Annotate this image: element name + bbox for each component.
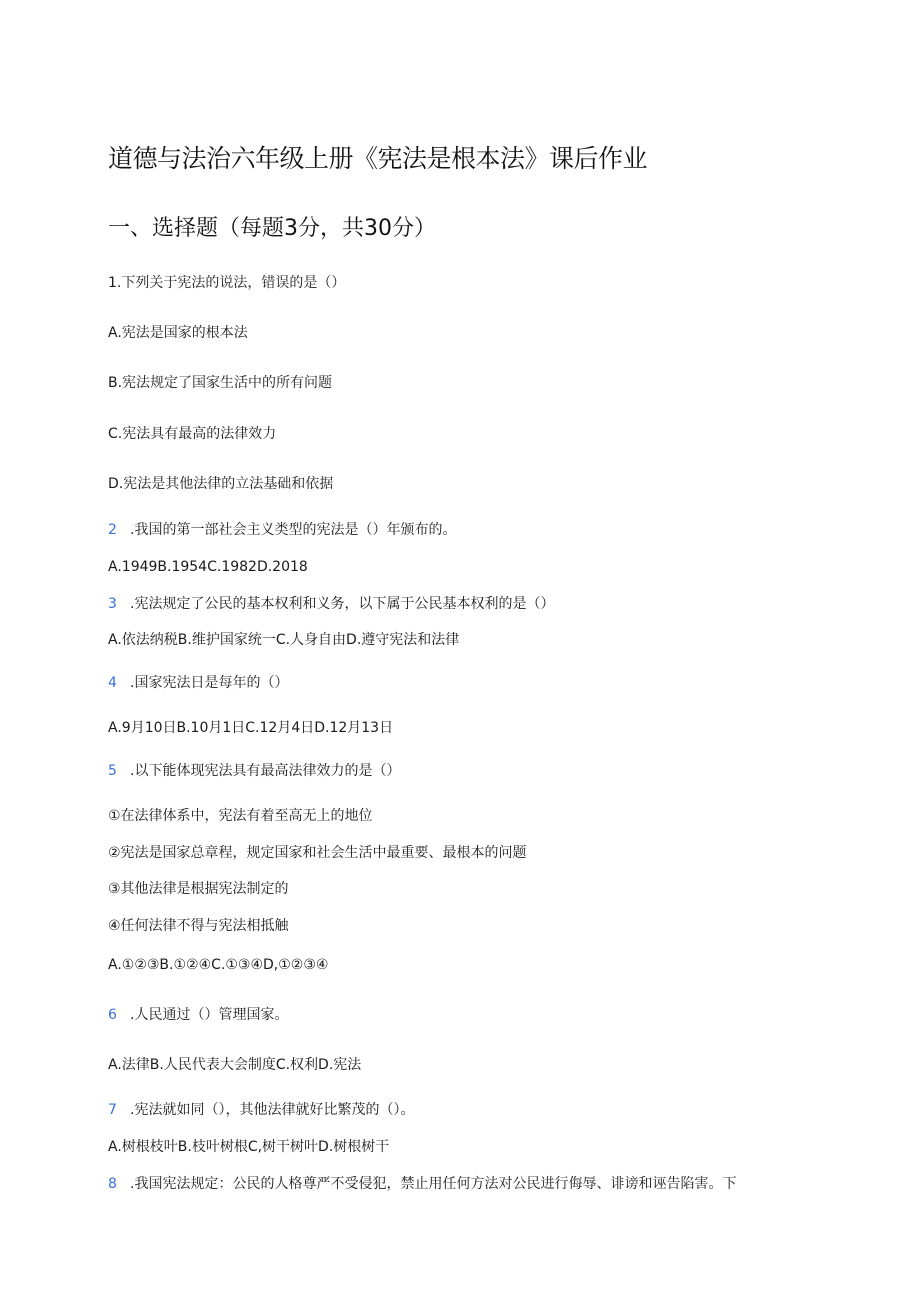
page-title: 道德与法治六年级上册《宪法是根本法》课后作业 (108, 144, 648, 173)
question-5-statement-1: ①在法律体系中，宪法有着至高无上的地位 (108, 808, 373, 824)
question-3-stem (108, 597, 554, 611)
question-5-statement-3: ③其他法律是根据宪法制定的 (108, 881, 289, 897)
question-2-options: A.1949B.1954C.1982D.2018 (108, 559, 308, 575)
question-5-options: A.①②③B.①②④C.①③④D,①②③④ (108, 957, 329, 973)
question-2-stem (108, 523, 456, 537)
question-4-text: .国家宪法日是每年的（） (130, 675, 289, 691)
question-4-number: 4 (108, 675, 117, 691)
section-heading: 一、选择题（每题3分，共30分） (108, 216, 436, 241)
question-1-option-b: B.宪法规定了国家生活中的所有问题 (108, 375, 333, 391)
question-3-text: .宪法规定了公民的基本权利和义务，以下属于公民基本权利的是（） (130, 596, 555, 612)
question-2-number: 2 (108, 522, 117, 538)
question-6-stem (108, 1008, 288, 1022)
question-8-stem (108, 1177, 736, 1191)
question-3-number: 3 (108, 596, 117, 612)
question-1-option-d: D.宪法是其他法律的立法基础和依据 (108, 476, 334, 492)
question-7-options: A.树根枝叶B.枝叶树根C,树干树叶D.树根树干 (108, 1139, 390, 1155)
question-8-number: 8 (108, 1176, 117, 1192)
question-1-option-a: A.宪法是国家的根本法 (108, 325, 248, 341)
question-5-text: .以下能体现宪法具有最高法律效力的是（） (130, 763, 401, 779)
question-6-number: 6 (108, 1007, 117, 1023)
question-5-number: 5 (108, 763, 117, 779)
question-4-options: A.9月10日B.10月1日C.12月4日D.12月13日 (108, 720, 394, 736)
question-6-options: A.法律B.人民代表大会制度C.权利D.宪法 (108, 1057, 362, 1073)
question-7-number: 7 (108, 1102, 117, 1118)
question-1-stem: 1.下列关于宪法的说法，错误的是（） (108, 275, 346, 291)
question-4-stem (108, 676, 288, 690)
question-8-text: .我国宪法规定：公民的人格尊严不受侵犯，禁止用任何方法对公民进行侮辱、诽谤和诬告陷害。下 (130, 1176, 737, 1192)
question-5-statement-2: ②宪法是国家总章程，规定国家和社会生活中最重要、最根本的问题 (108, 845, 527, 861)
question-1-option-c: C.宪法具有最高的法律效力 (108, 426, 277, 442)
question-7-stem (108, 1103, 414, 1117)
question-5-stem (108, 764, 400, 778)
question-3-options: A.依法纳税B.维护国家统一C.人身自由D.遵守宪法和法律 (108, 632, 460, 648)
question-6-text: .人民通过（）管理国家。 (130, 1007, 289, 1023)
question-7-text: .宪法就如同（），其他法律就好比繁茂的（）。 (130, 1102, 415, 1118)
question-2-text: .我国的第一部社会主义类型的宪法是（）年颁布的。 (130, 522, 457, 538)
question-5-statement-4: ④任何法律不得与宪法相抵触 (108, 918, 289, 934)
